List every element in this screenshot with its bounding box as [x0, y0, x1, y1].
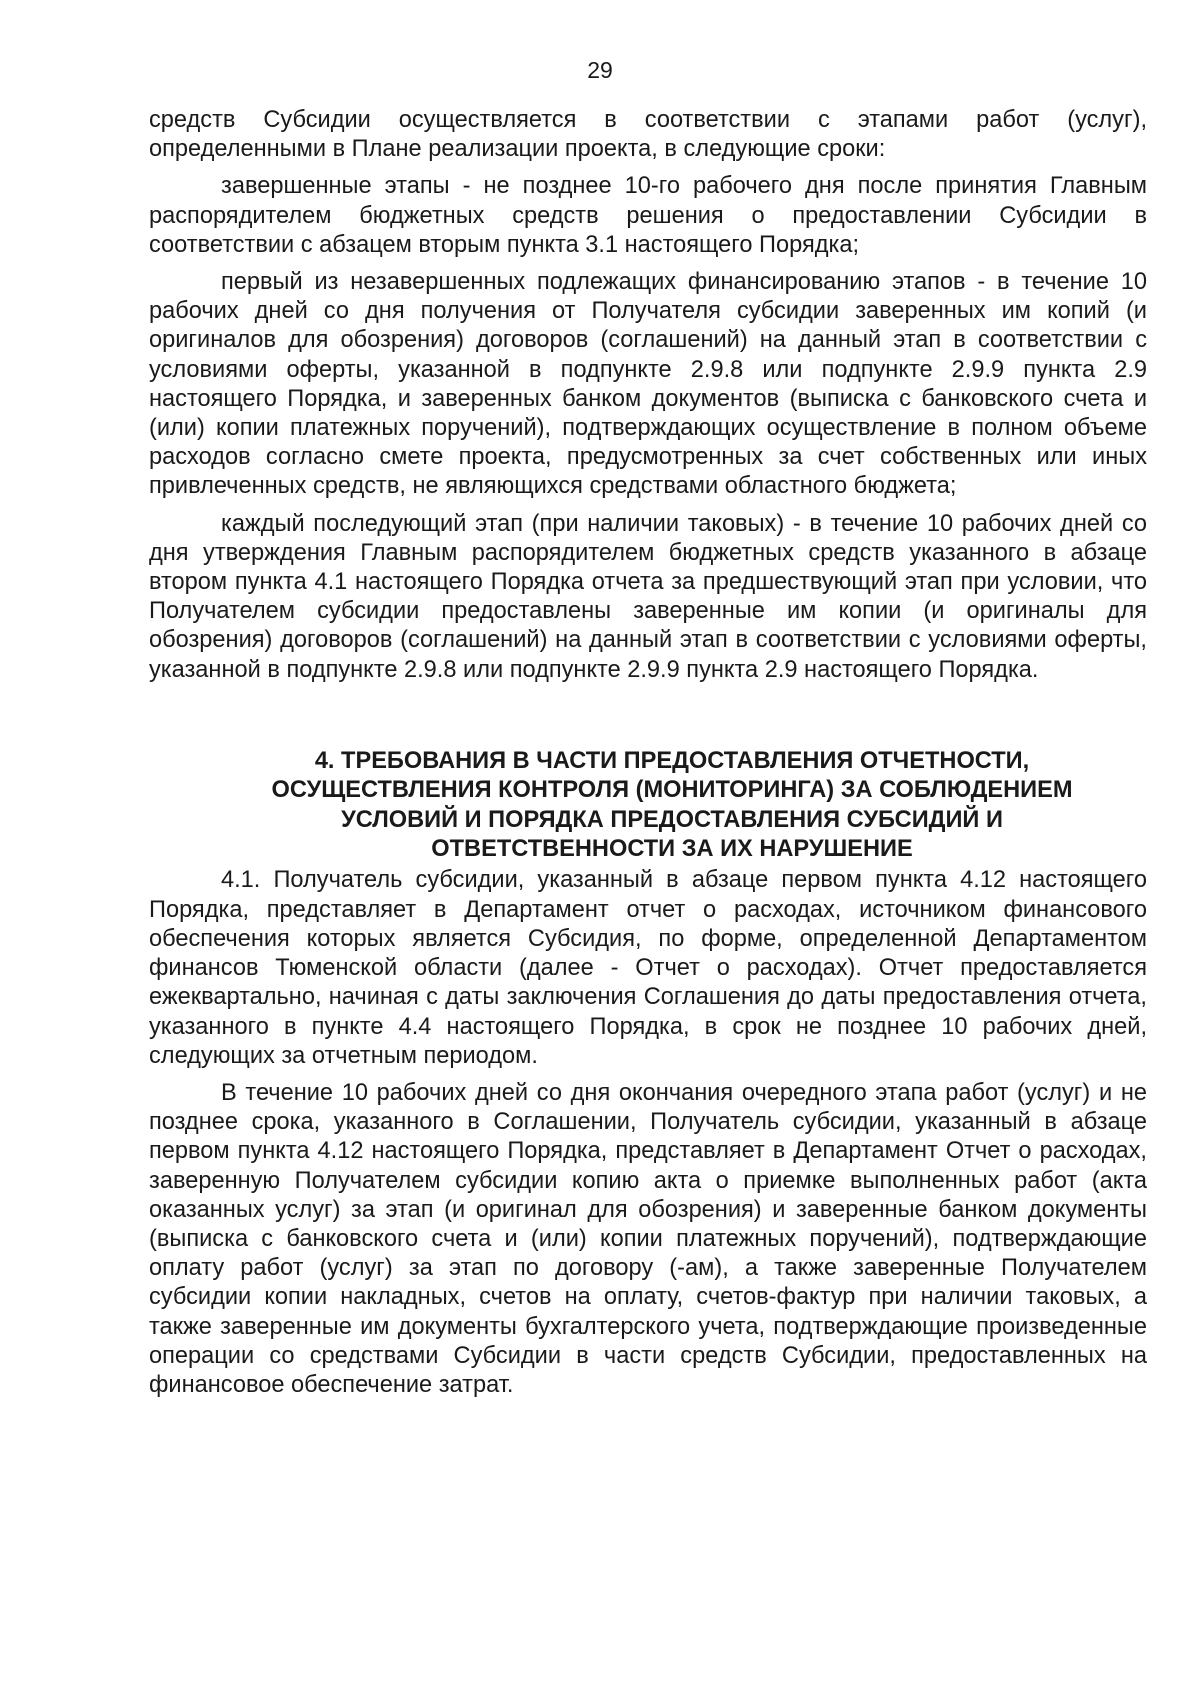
- paragraph-4-1: 4.1. Получатель субсидии, указанный в абзаце первом пункта 4.12 настоящего Порядка, представляет в Департамент отчет о расходах, источником финансового обеспечения которых является Субсидия, по форме, определенной Департаментом финансов Тюменской области (далее - Отчет о расходах). Отчет предоставляется ежеквартально, начиная с даты заключения Соглашения до даты предоставления отчета, указанного в пункте 4.4 настоящего Порядка, в срок не позднее 10 рабочих дней, следующих за отчетным периодом.: [149, 867, 1147, 1069]
- page-number: 29: [587, 57, 613, 83]
- page-content: [149, 106, 1147, 1400]
- section-heading-line: УСЛОВИЙ И ПОРЯДКА ПРЕДОСТАВЛЕНИЯ СУБСИДИЙ И: [341, 806, 1003, 833]
- paragraph-each-next-stage: каждый последующий этап (при наличии таковых) - в течение 10 рабочих дней со дня утверждения Главным распорядителем бюджетных средств указанного в абзаце втором пункта 4.1 настоящего Порядка отчета за предшествующий этап при условии, что Получателем субсидии предоставлены заверенные им копии (и оригиналы для обозрения) договоров (соглашений) на данный этап в соответствии с условиями оферты, указанной в подпункте 2.9.8 или подпункте 2.9.9 пункта 2.9 настоящего Порядка.: [149, 510, 1147, 683]
- paragraph-completed-stages: завершенные этапы - не позднее 10-го рабочего дня после принятия Главным распорядителем бюджетных средств решения о предоставлении Субсидии в соответствии с абзацем вторым пункта 3.1 настоящего Порядка;: [149, 173, 1147, 258]
- paragraph-stage-report: В течение 10 рабочих дней со дня окончания очередного этапа работ (услуг) и не позднее срока, указанного в Соглашении, Получатель субсидии, указанный в абзаце первом пункта 4.12 настоящего Порядка, представляет в Департамент Отчет о расходах, заверенную Получателем субсидии копию акта о приемке выполненных работ (акта оказанных услуг) за этап (и оригинал для обозрения) и заверенные банком документы (выписка с банковского счета и (или) копии платежных поручений), подтверждающие оплату работ (услуг) за этап по договору (-ам), а также заверенные Получателем субсидии копии накладных, счетов на оплату, счетов-фактур при наличии таковых, а также заверенные им документы бухгалтерского учета, подтверждающие произведенные операции со средствами Субсидии в части средств Субсидии, предоставленных на финансовое обеспечение затрат.: [149, 1079, 1147, 1398]
- section-heading-line: ОТВЕТСТВЕННОСТИ ЗА ИХ НАРУШЕНИЕ: [431, 836, 913, 863]
- section-heading-line: 4. ТРЕБОВАНИЯ В ЧАСТИ ПРЕДОСТАВЛЕНИЯ ОТЧЕТНОСТИ,: [314, 747, 1030, 774]
- paragraph-first-unfinished-stage: первый из незавершенных подлежащих финансированию этапов - в течение 10 рабочих дней со дня получения от Получателя субсидии заверенных им копий (и оригиналов для обозрения) договоров (соглашений) на данный этап в соответствии с условиями оферты, указанной в подпункте 2.9.8 или подпункте 2.9.9 пункта 2.9 настоящего Порядка, и заверенных банком документов (выписка с банковского счета и (или) копии платежных поручений), подтверждающих осуществление в полном объеме расходов согласно смете проекта, предусмотренных за счет собственных или иных привлеченных средств, не являющихся средствами областного бюджета;: [149, 269, 1147, 500]
- section-heading-line: ОСУЩЕСТВЛЕНИЯ КОНТРОЛЯ (МОНИТОРИНГА) ЗА СОБЛЮДЕНИЕМ: [271, 777, 1073, 804]
- section-heading: [149, 747, 1147, 865]
- paragraph-continuation: средств Субсидии осуществляется в соответствии с этапами работ (услуг), определенными в Плане реализации проекта, в следующие сроки:: [149, 107, 1147, 163]
